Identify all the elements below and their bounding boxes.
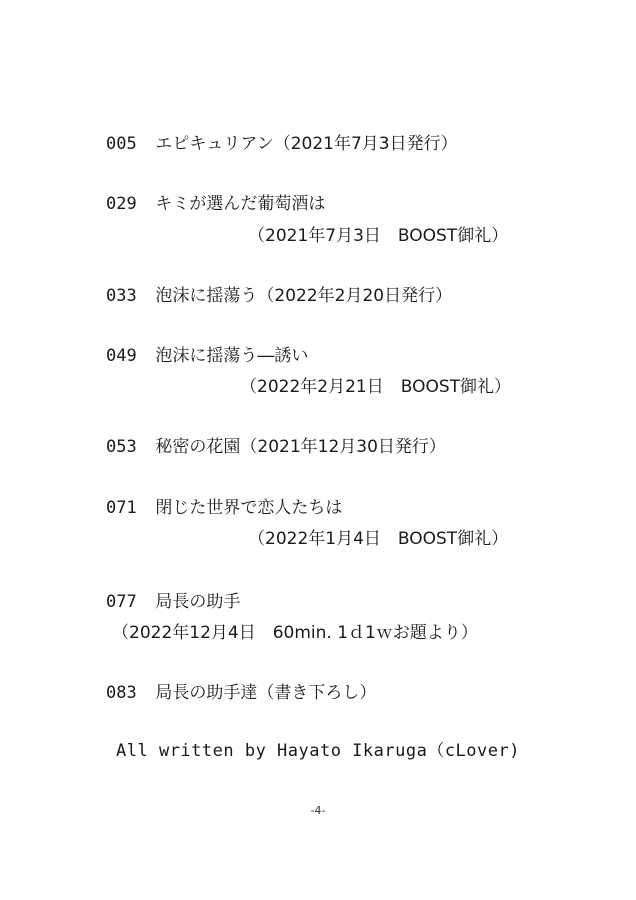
- entry-title: 局長の助手達（書き下ろし）: [155, 683, 377, 703]
- entry-page-number: 053: [106, 437, 137, 457]
- entry-title: キミが選んだ葡萄酒は: [155, 194, 326, 214]
- entry-page-number: 049: [106, 346, 137, 366]
- entry-page-number: 077: [106, 592, 137, 612]
- entry-subtitle: （2022年2月21日 BOOST御礼）: [240, 377, 512, 397]
- entry-page-number: 029: [106, 194, 137, 214]
- author-credit: All written by Hayato Ikaruga（cLover): [116, 741, 520, 761]
- entry-title: 秘密の花園（2021年12月30日発行）: [155, 437, 446, 457]
- toc-entry-071: [106, 497, 342, 519]
- entry-subtitle: （2021年7月3日 BOOST御礼）: [248, 226, 509, 246]
- page-number: -4-: [310, 804, 326, 817]
- toc-entry-049: [106, 345, 308, 367]
- toc-entry-053: [106, 436, 446, 458]
- entry-subtitle: （2022年12月4日 60min. 1ｄ1ｗお題より）: [112, 623, 478, 643]
- toc-entry-005: [106, 133, 458, 155]
- entry-title: 閉じた世界で恋人たちは: [155, 498, 343, 518]
- entry-page-number: 083: [106, 683, 137, 703]
- entry-page-number: 033: [106, 286, 137, 306]
- entry-title: エピキュリアン（2021年7月3日発行）: [155, 134, 458, 154]
- toc-entry-083: [106, 682, 376, 704]
- entry-title: 泡沫に揺蕩う（2022年2月20日発行）: [155, 286, 453, 306]
- entry-page-number: 071: [106, 498, 137, 518]
- entry-title: 局長の助手: [155, 592, 241, 612]
- toc-entry-077: [106, 591, 240, 613]
- entry-title: 泡沫に揺蕩う―誘い: [155, 346, 309, 366]
- toc-entry-029: [106, 193, 325, 215]
- entry-subtitle: （2022年1月4日 BOOST御礼）: [248, 529, 509, 549]
- toc-entry-033: [106, 285, 452, 307]
- entry-page-number: 005: [106, 134, 137, 154]
